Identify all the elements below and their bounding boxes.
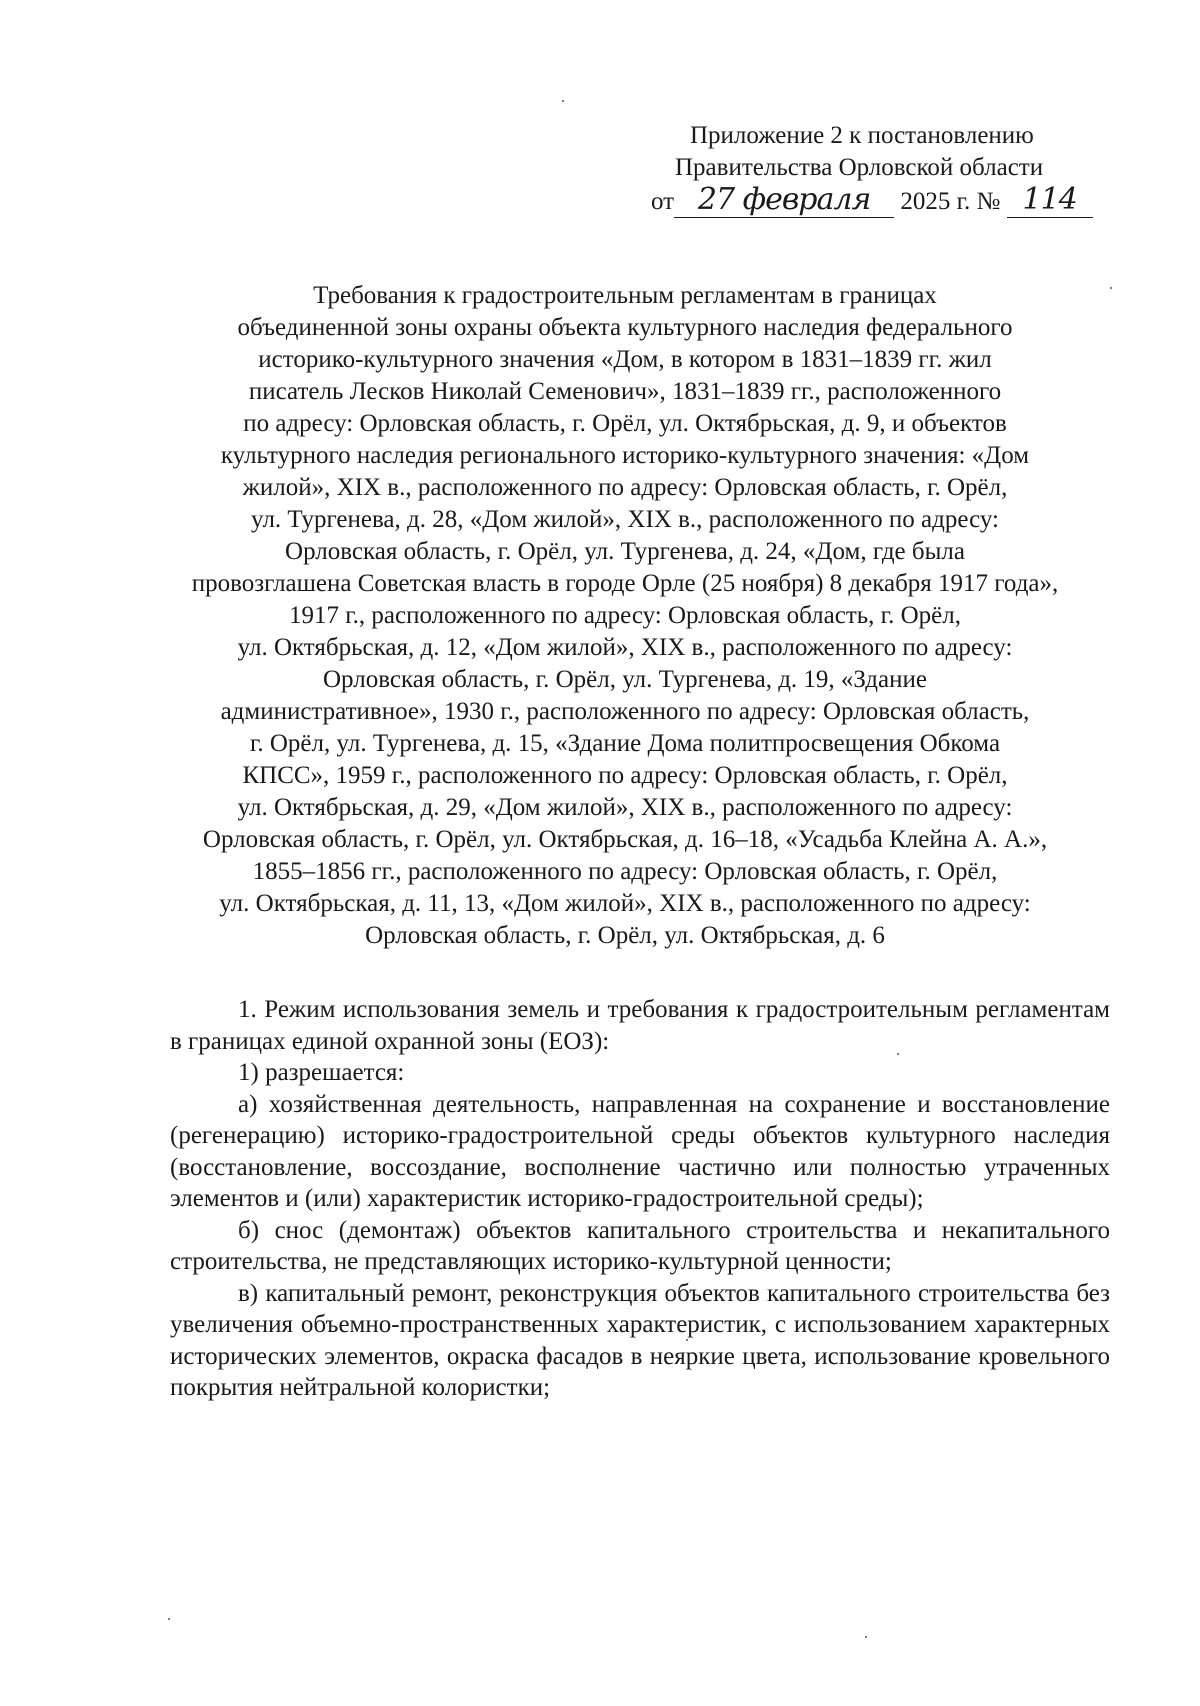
title-line: 1855–1856 гг., расположенного по адресу: Орловская область, г. Орёл, xyxy=(252,858,998,885)
title-line: писатель Лесков Николай Семенович», 1831–1839 гг., расположенного xyxy=(248,378,1002,405)
title-line: Орловская область, г. Орёл, ул. Октябрьская, д. 6 xyxy=(365,922,885,949)
title-line: жилой», XIX в., расположенного по адресу: Орловская область, г. Орёл, xyxy=(242,474,1008,501)
government-label: Правительства Орловской области xyxy=(675,154,1044,181)
scan-speck xyxy=(1110,287,1112,289)
title-line: объединенной зоны охраны объекта культурного наследия федерального xyxy=(237,314,1013,341)
title-line: КПСС», 1959 г., расположенного по адресу: Орловская область, г. Орёл, xyxy=(242,762,1008,789)
paragraph-item-a: а) хозяйственная деятельность, направленная на сохранение и восстановление (регенерацию) историко-градостроительной среды объектов культурного наследия (восстановление, воссоздание, восполнение частично или полностью утраченных элементов и (или) характеристик историко-градостроительной среды); xyxy=(170,1090,1110,1212)
scan-speck xyxy=(865,1636,867,1638)
handwritten-date-field xyxy=(674,184,894,218)
scan-speck xyxy=(562,100,564,102)
title-line: провозглашена Советская власть в городе Орле (25 ноября) 8 декабря 1917 года», xyxy=(191,570,1059,597)
title-line: Орловская область, г. Орёл, ул. Тургенева, д. 19, «Здание xyxy=(323,666,927,693)
handwritten-number-field xyxy=(1007,184,1093,218)
title-line: Требования к градостроительным регламентам в границах xyxy=(313,282,937,309)
handwritten-number: 114 xyxy=(1022,182,1077,217)
title-line: 1917 г., расположенного по адресу: Орловская область, г. Орёл, xyxy=(289,602,961,629)
title-line: ул. Октябрьская, д. 29, «Дом жилой», XIX в., расположенного по адресу: xyxy=(237,794,1013,821)
scan-speck xyxy=(686,1339,688,1341)
handwritten-date: 27 февраля xyxy=(697,182,871,217)
title-line: г. Орёл, ул. Тургенева, д. 15, «Здание Дома политпросвещения Обкома xyxy=(249,730,1001,757)
title-line: Орловская область, г. Орёл, ул. Октябрьская, д. 16–18, «Усадьба Клейна А. А.», xyxy=(202,826,1048,853)
date-prefix: от xyxy=(651,188,675,215)
paragraph-item-v: в) капитальный ремонт, реконструкция объектов капитального строительства без увеличения объемно-пространственных характеристик, с использованием характерных исторических элементов, окраска фасадов в неяркие цвета, использование кровельного покрытия нейтральной колористки; xyxy=(170,1279,1110,1401)
title-line: культурного наследия регионального историко-культурного значения: «Дом xyxy=(220,442,1030,469)
resolution-date-line xyxy=(651,184,1093,218)
appendix-label: Приложение 2 к постановлению xyxy=(690,122,1034,149)
title-line: ул. Октябрьская, д. 11, 13, «Дом жилой», XIX в., расположенного по адресу: xyxy=(219,890,1031,917)
document-body xyxy=(170,994,1110,1404)
scan-speck xyxy=(897,1053,899,1055)
paragraph-item-b: б) снос (демонтаж) объектов капитального строительства и некапитального строительства, не представляющих историко-культурной ценности; xyxy=(170,1216,1110,1275)
title-line: ул. Октябрьская, д. 12, «Дом жилой», XIX в., расположенного по адресу: xyxy=(237,634,1013,661)
title-line: историко-культурного значения «Дом, в котором в 1831–1839 гг. жил xyxy=(258,346,992,373)
year-number-label: 2025 г. № xyxy=(900,188,1001,215)
scan-speck xyxy=(168,1618,170,1620)
title-line: административное», 1930 г., расположенного по адресу: Орловская область, xyxy=(220,698,1030,725)
title-line: ул. Тургенева, д. 28, «Дом жилой», XIX в., расположенного по адресу: xyxy=(251,506,999,533)
paragraph-1-item-1: 1) разрешается: xyxy=(238,1059,405,1086)
title-line: по адресу: Орловская область, г. Орёл, ул. Октябрьская, д. 9, и объектов xyxy=(243,410,1007,437)
document-title xyxy=(160,280,1090,952)
title-line: Орловская область, г. Орёл, ул. Тургенева, д. 24, «Дом, где была xyxy=(285,538,965,565)
paragraph-1: 1. Режим использования земель и требования к градостроительным регламентам в границах единой охранной зоны (ЕОЗ): xyxy=(170,996,1110,1055)
